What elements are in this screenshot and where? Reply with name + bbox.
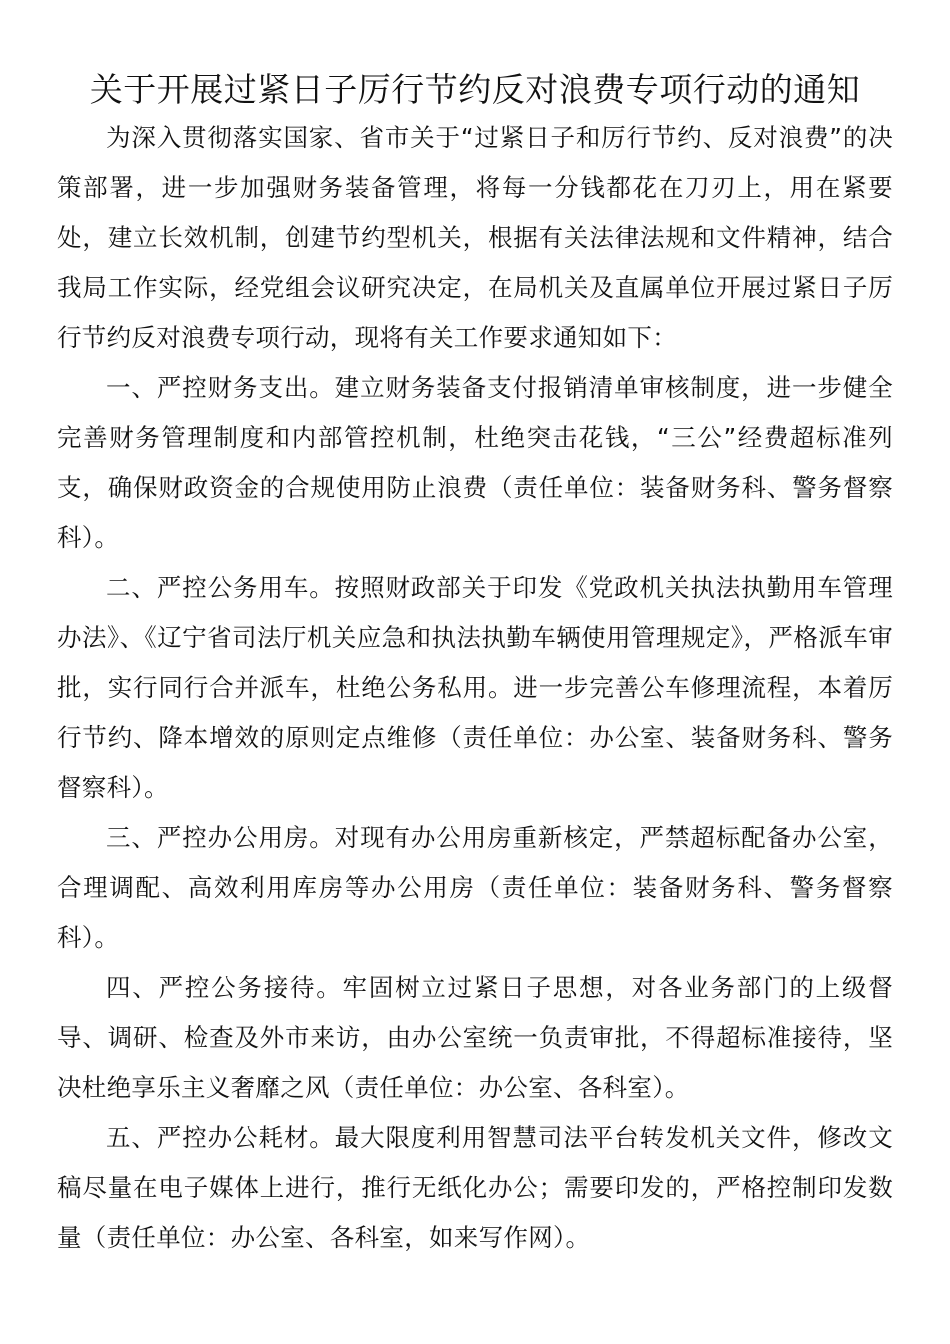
paragraph-item-2: 二、严控公务用车。按照财政部关于印发《党政机关执法执勤用车管理办法》、《辽宁省司法厅机关应急和执法执勤车辆使用管理规定》，严格派车审批，实行同行合并派车，杜绝公务私用。进一步完善公车修理流程，本着厉行节约、降本增效的原则定点维修（责任单位：办公室、装备财务科、警务督察科）。 bbox=[57, 573, 893, 802]
paragraph-intro: 为深入贯彻落实国家、省市关于“过紧日子和厉行节约、反对浪费”的决策部署，进一步加强财务装备管理，将每一分钱都花在刀刃上，用在紧要处，建立长效机制，创建节约型机关，根据有关法律法规和文件精神，结合我局工作实际，经党组会议研究决定，在局机关及直属单位开展过紧日子厉行节约反对浪费专项行动，现将有关工作要求通知如下： bbox=[57, 123, 893, 352]
paragraph-item-5: 五、严控办公耗材。最大限度利用智慧司法平台转发机关文件，修改文稿尽量在电子媒体上进行，推行无纸化办公；需要印发的，严格控制印发数量（责任单位：办公室、各科室，如来写作网）。 bbox=[57, 1123, 893, 1252]
document-body bbox=[57, 113, 893, 1263]
paragraph-item-1: 一、严控财务支出。建立财务装备支付报销清单审核制度，进一步健全完善财务管理制度和内部管控机制，杜绝突击花钱，“三公”经费超标准列支，确保财政资金的合规使用防止浪费（责任单位：装备财务科、警务督察科）。 bbox=[57, 373, 893, 552]
document-title: 关于开展过紧日子厉行节约反对浪费专项行动的通知 bbox=[89, 70, 861, 109]
paragraph-item-3: 三、严控办公用房。对现有办公用房重新核定，严禁超标配备办公室，合理调配、高效利用库房等办公用房（责任单位：装备财务科、警务督察科）。 bbox=[57, 823, 893, 952]
paragraph-item-4: 四、严控公务接待。牢固树立过紧日子思想，对各业务部门的上级督导、调研、检查及外市来访，由办公室统一负责审批，不得超标准接待，坚决杜绝享乐主义奢靡之风（责任单位：办公室、各科室）。 bbox=[57, 973, 893, 1102]
